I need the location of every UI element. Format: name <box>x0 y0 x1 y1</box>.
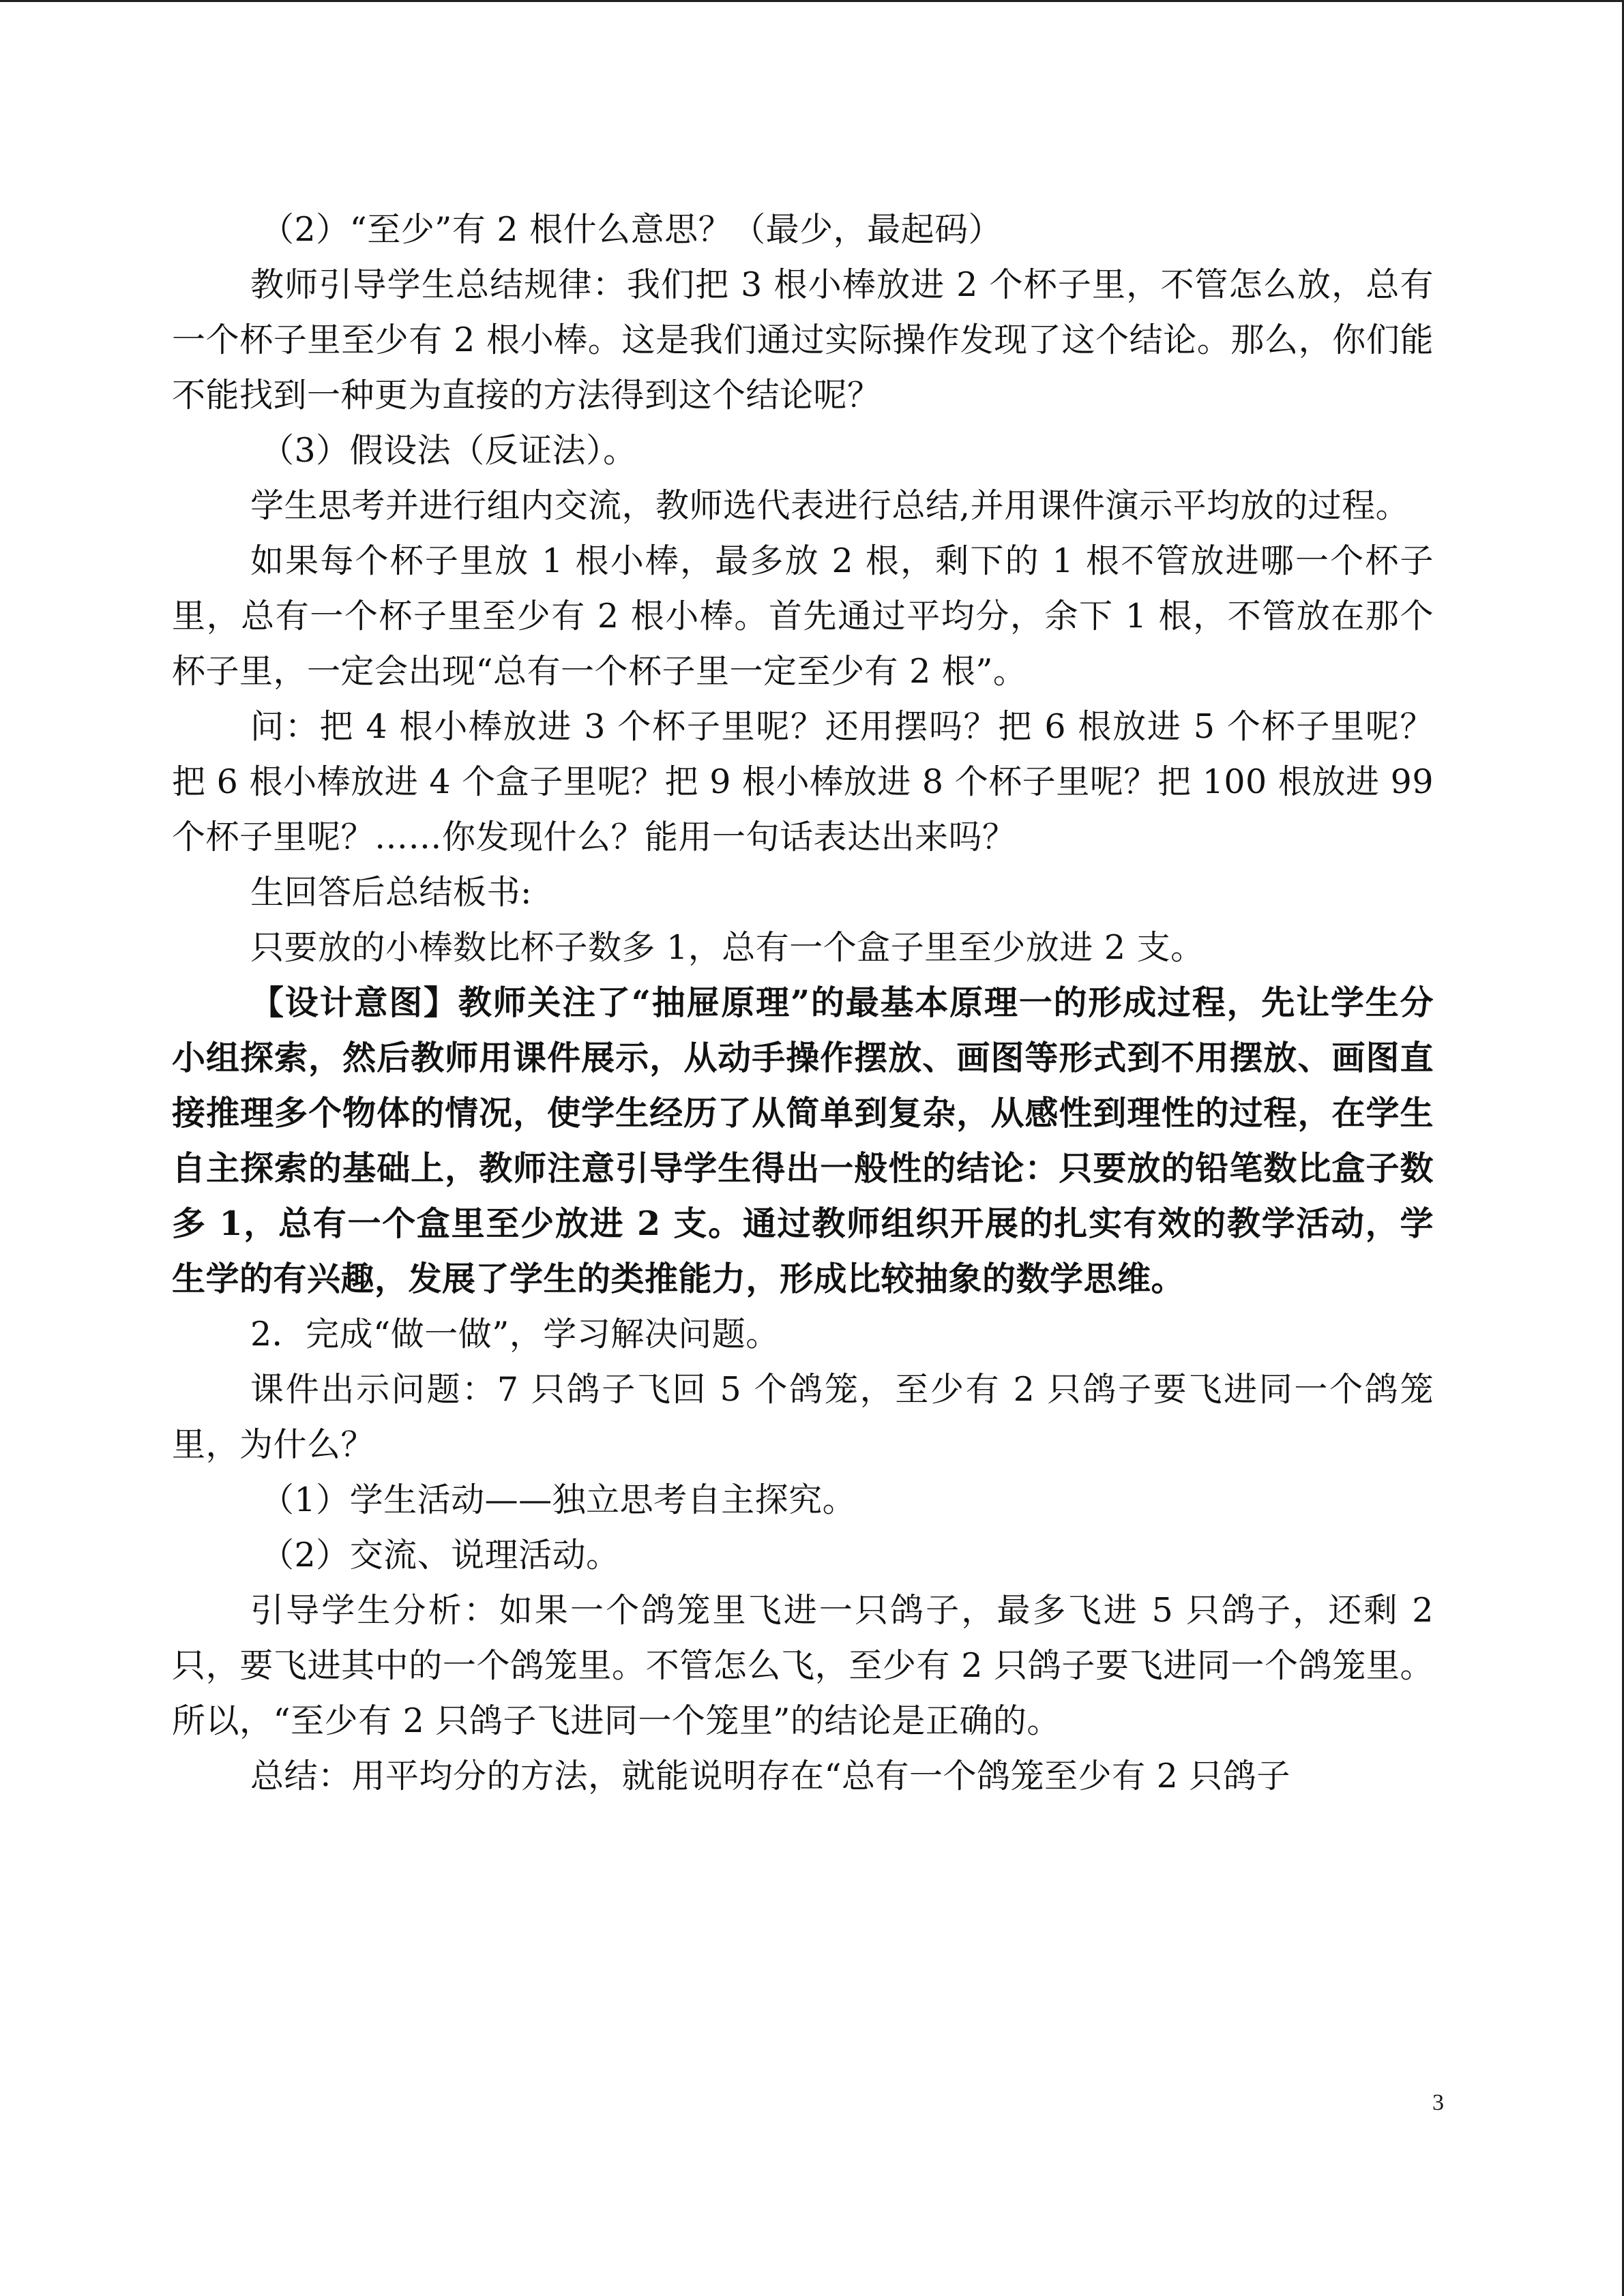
paragraph-guided-analysis: 引导学生分析：如果一个鸽笼里飞进一只鸽子，最多飞进 5 只鸽子，还剩 2 只，要飞进其中的一个鸽笼里。不管怎么飞，至少有 2 只鸽子要飞进同一个鸽笼里。所以，“至少有 2 只鸽子飞进同一个笼里”的结论是正确的。 <box>172 1591 1434 1740</box>
paragraph-reasoning-activity: （2）交流、说理活动。 <box>261 1536 620 1575</box>
paragraph-teacher-summary: 教师引导学生总结规律：我们把 3 根小棒放进 2 个杯子里，不管怎么放，总有一个杯子里至少有 2 根小棒。这是我们通过实际操作发现了这个结论。那么，你们能不能找到一种更为直接的方法得到这个结论呢？ <box>172 265 1434 415</box>
paragraph-conclusion: 总结：用平均分的方法，就能说明存在“总有一个鸽笼至少有 2 只鸽子 <box>250 1757 1290 1795</box>
paragraph-pigeon-problem: 课件出示问题：7 只鸽子飞回 5 个鸽笼，至少有 2 只鸽子要飞进同一个鸽笼里，为什么？ <box>172 1370 1434 1464</box>
paragraph-section-heading: 2．完成“做一做”，学习解决问题。 <box>250 1315 780 1354</box>
paragraph-student-activity: （1）学生活动——独立思考自主探究。 <box>261 1480 857 1519</box>
page-number: 3 <box>1432 2090 1444 2115</box>
paragraph-board-summary: 只要放的小棒数比杯子数多 1，总有一个盒子里至少放进 2 支。 <box>250 928 1205 967</box>
paragraph-more-questions: 问：把 4 根小棒放进 3 个杯子里呢？还用摆吗？把 6 根放进 5 个杯子里呢？把 6 根小棒放进 4 个盒子里呢？把 9 根小棒放进 8 个杯子里呢？把 100 根放进 99 个杯子里呢？……你发现什么？能用一句话表达出来吗？ <box>172 707 1434 856</box>
paragraph-hypothesis-method: （3）假设法（反证法）。 <box>261 431 637 470</box>
paragraph-board-summary-intro: 生回答后总结板书: <box>250 873 533 912</box>
paragraph-average-distribution: 如果每个杯子里放 1 根小棒，最多放 2 根，剩下的 1 根不管放进哪一个杯子里，总有一个杯子里至少有 2 根小棒。首先通过平均分，余下 1 根，不管放在那个杯子里，一定会出现“总有一个杯子里一定至少有 2 根”。 <box>172 541 1434 691</box>
paragraph-design-intent: 【设计意图】教师关注了“抽屉原理”的最基本原理一的形成过程，先让学生分小组探索，然后教师用课件展示，从动手操作摆放、画图等形式到不用摆放、画图直接推理多个物体的情况，使学生经历了从简单到复杂，从感性到理性的过程，在学生自主探索的基础上，教师注意引导学生得出一般性的结论：只要放的铅笔数比盒子数多 1，总有一个盒里至少放进 2 支。通过教师组织开展的扎实有效的教学活动，学生学的有兴趣，发展了学生的类推能力，形成比较抽象的数学思维。 <box>172 983 1434 1298</box>
paragraph-question-meaning: （2）“至少”有 2 根什么意思？（最少，最起码） <box>261 210 1003 249</box>
document-body <box>172 202 1434 1804</box>
paragraph-group-discussion: 学生思考并进行组内交流，教师选代表进行总结,并用课件演示平均放的过程。 <box>250 486 1410 525</box>
